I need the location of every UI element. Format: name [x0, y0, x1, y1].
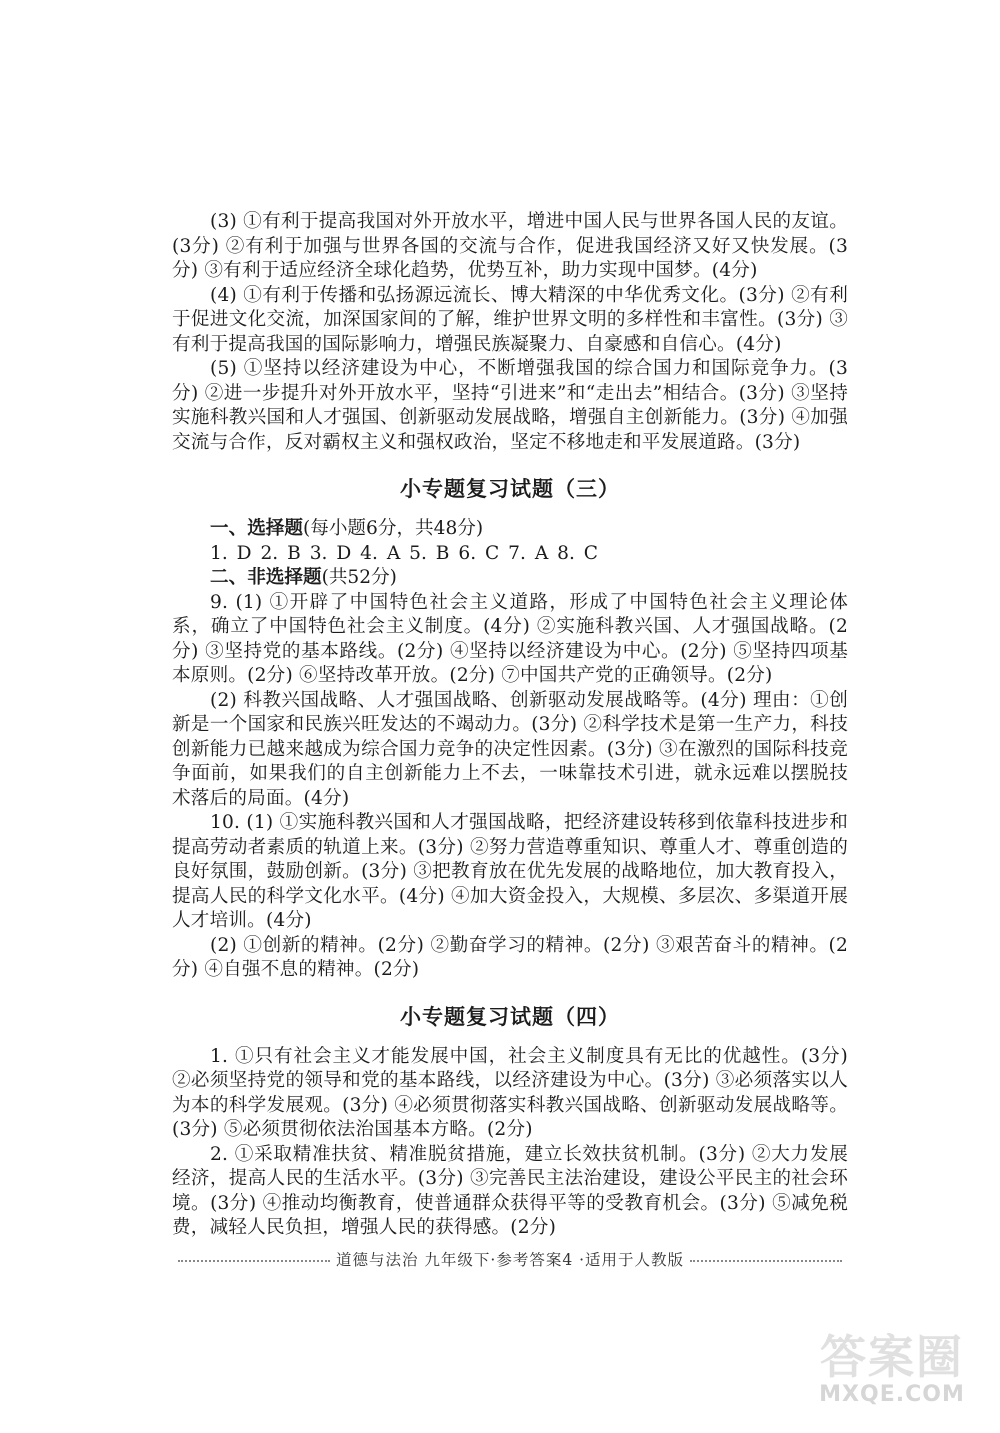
footer-dotted-rule-left [178, 1260, 330, 1262]
nonchoice-section-title: 二、非选择题 [210, 567, 322, 588]
choice-section-label [172, 517, 848, 542]
answer-paragraph-3: (3) ①有利于提高我国对外开放水平，增进中国人民与世界各国人民的友谊。(3分) ②有利于加强与世界各国的交流与合作，促进我国经济又好又快发展。(3分) ③有利于适应经济全球化趋势，优势互补，助力实现中国梦。(4分) [172, 211, 848, 281]
answer-paragraph-4: (4) ①有利于传播和弘扬源远流长、博大精深的中华优秀文化。(3分) ②有利于促进文化交流，加深国家间的了解，维护世界文明的多样性和丰富性。(3分) ③有利于提高我国的国际影响力，增强民族凝聚力、自豪感和自信心。(4分) [172, 284, 848, 355]
section-heading-4: 小专题复习试题（四） [400, 1004, 620, 1029]
topic4-question-1: 1. ①只有社会主义才能发展中国，社会主义制度具有无比的优越性。(3分) ②必须坚持党的领导和党的基本路线，以经济建设为中心。(3分) ③必须落实以人为本的科学发展观。(3分) ④必须贯彻落实科教兴国战略、创新驱动发展战略等。(3分) ⑤必须贯彻依法治国基本方略。(2分) [172, 1045, 848, 1140]
nonchoice-section-label [172, 566, 848, 591]
choice-section-note: (每小题6分，共48分) [302, 518, 484, 539]
nonchoice-section-note: (共52分) [321, 567, 397, 588]
choice-section-title: 一、选择题 [210, 518, 303, 539]
section-heading-3: 小专题复习试题（三） [400, 477, 620, 501]
footer-text: 道德与法治 九年级下·参考答案4 ·适用于人教版 [335, 1251, 685, 1269]
page-footer [172, 1248, 848, 1270]
question-10-part-1: 10. (1) ①实施科教兴国和人才强国战略，把经济建设转移到依靠科技进步和提高劳动者素质的轨道上来。(3分) ②努力营造尊重知识、尊重人才、尊重创造的良好氛围，鼓励创新。(3分) ③把教育放在优先发展的战略地位，加大教育投入，提高人民的科学文化水平。(4分) ④加大资金投入，大规模、多层次、多渠道开展人才培训。(4分) [172, 812, 848, 931]
document-body [172, 210, 848, 1241]
footer-dotted-rule-right [690, 1260, 842, 1262]
watermark [802, 1332, 982, 1407]
topic4-question-2: 2. ①采取精准扶贫、精准脱贫措施，建立长效扶贫机制。(3分) ②大力发展经济，提高人民的生活水平。(3分) ③完善民主法治建设，建设公平民主的社会环境。(3分) ④推动均衡教育，使普通群众获得平等的受教育机会。(3分) ⑤减免税费，减轻人民负担，增强人民的获得感。(2分) [172, 1143, 848, 1238]
question-9-part-1: 9. (1) ①开辟了中国特色社会主义道路，形成了中国特色社会主义理论体系，确立了中国特色社会主义制度。(4分) ②实施科教兴国、人才强国战略。(2分) ③坚持党的基本路线。(2分) ④坚持以经济建设为中心。(2分) ⑤坚持四项基本原则。(2分) ⑥坚持改革开放。(2分) ⑦中国共产党的正确领导。(2分) [172, 591, 848, 686]
choice-answers: 1. D 2. B 3. D 4. A 5. B 6. C 7. A 8. C [210, 542, 599, 564]
question-10-part-2: (2) ①创新的精神。(2分) ②勤奋学习的精神。(2分) ③艰苦奋斗的精神。(2分) ④自强不息的精神。(2分) [172, 934, 848, 980]
question-9-part-2: (2) 科教兴国战略、人才强国战略、创新驱动发展战略等。(4分) 理由：①创新是一个国家和民族兴旺发达的不竭动力。(3分) ②科学技术是第一生产力，科技创新能力已越来越成为综合国力竞争的决定性因素。(3分) ③在激烈的国际科技竞争面前，如果我们的自主创新能力上不去，一味靠技术引进，就永远难以摆脱技术落后的局面。(4分) [172, 689, 848, 809]
watermark-url: MXQE.COM [819, 1382, 965, 1407]
answer-paragraph-5: (5) ①坚持以经济建设为中心，不断增强我国的综合国力和国际竞争力。(3分) ②进一步提升对外开放水平，坚持“引进来”和“走出去”相结合。(3分) ③坚持实施科教兴国和人才强国、创新驱动发展战略，增强自主创新能力。(3分) ④加强交流与合作，反对霸权主义和强权政治，坚定不移地走和平发展道路。(3分) [172, 358, 848, 453]
watermark-logo: 答案圈 [820, 1330, 964, 1384]
